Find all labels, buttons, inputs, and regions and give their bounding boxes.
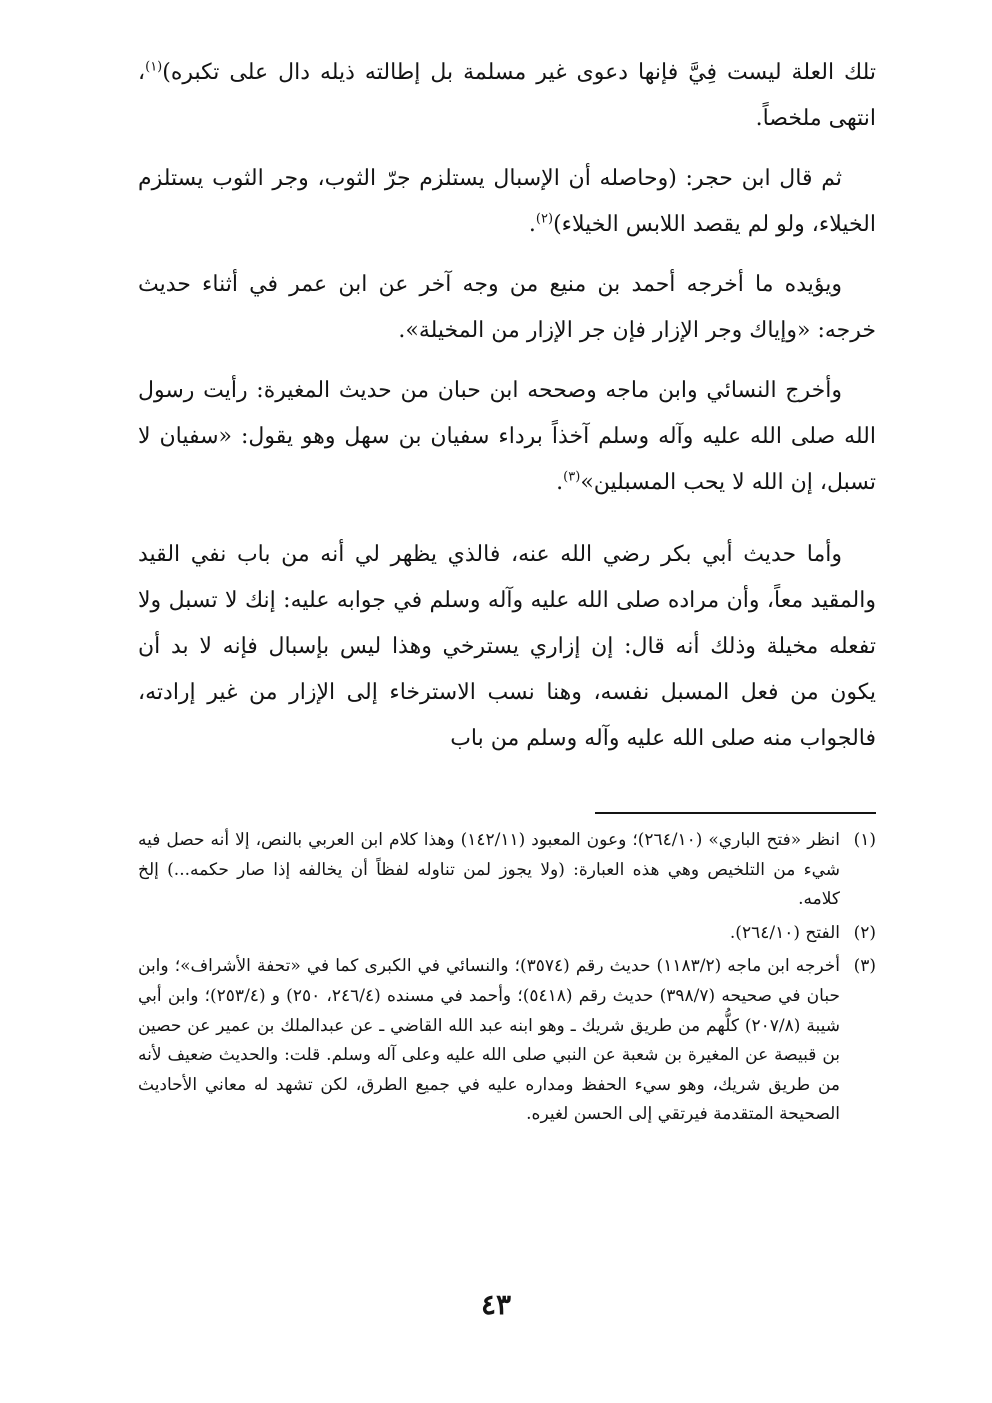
paragraph-5-text: وأما حديث أبي بكر رضي الله عنه، فالذي يظهر لي أنه من باب نفي القيد والمقيد معاً، وأن مراده صلى الله عليه وآله وسلم في جوابه عليه: إنك لا تسبل ولا تفعله مخيلة وذلك أنه قال: إن إزاري يسترخي وهذا ليس بإسبال فإنه لا بد أن يكون من فعل المسبل نفسه، وهنا نسب الاسترخاء إلى الإزار من غير إرادته، فالجواب منه صلى الله عليه وآله وسلم من باب [138, 542, 876, 751]
paragraph-1-tail: ، انتهى ملخصاً. [138, 60, 876, 131]
footnotes [138, 826, 876, 1134]
main-text [138, 50, 876, 776]
footnote-ref-1[interactable]: (١) [145, 59, 163, 75]
paragraph-3 [138, 262, 876, 354]
paragraph-2 [138, 156, 876, 248]
paragraph-3-text: ويؤيده ما أخرجه أحمد بن منيع من وجه آخر عن ابن عمر في أثناء حديث خرجه: «وإياك وجر الإزار فإن جر الإزار من المخيلة». [138, 272, 876, 343]
footnote-number: (٢) [853, 922, 876, 943]
paragraph-4-text: وأخرج النسائي وابن ماجه وصححه ابن حبان من حديث المغيرة: رأيت رسول الله صلى الله عليه وآله وسلم آخذاً برداء سفيان بن سهل وهو يقول: «سفيان لا تسبل، إن الله لا يحب المسبلين» [138, 378, 876, 495]
footnote-ref-2[interactable]: (٢) [535, 211, 554, 227]
footnote-text: انظر «فتح الباري» (٢٦٤/١٠)؛ وعون المعبود (١٤٢/١١) وهذا كلام ابن العربي بالنص، إلا أنه حصل فيه شيء من التلخيص وهي هذه العبارة: (ولا يجوز لمن تناوله لفظاً أن يخالفه إذا صار حكمه...) إلخ كلامه. [138, 830, 840, 910]
page-number: ٤٣ [480, 1288, 512, 1321]
footnote-number: (١) [853, 830, 876, 850]
paragraph-2-tail: . [528, 212, 536, 237]
footnote-text: الفتح (٢٦٤/١٠). [729, 922, 840, 943]
paragraph-2-text: ثم قال ابن حجر: (وحاصله أن الإسبال يستلزم جرّ الثوب، وجر الثوب يستلزم الخيلاء، ولو لم يقصد اللابس الخيلاء) [138, 166, 876, 237]
footnote-3 [138, 952, 876, 1130]
paragraph-1-text: تلك العلة ليست فِيَّ فإنها دعوى غير مسلمة بل إطالته ذيله دال على تكبره) [162, 60, 876, 85]
footnote-1 [138, 826, 876, 915]
footnote-text: أخرجه ابن ماجه (١١٨٣/٢) حديث رقم (٣٥٧٤)؛ والنسائي في الكبرى كما في «تحفة الأشراف»؛ وابن حبان في صحيحه (٣٩٨/٧) حديث رقم (٥٤١٨)؛ وأحمد في مسنده (٢٤٦/٤، ٢٥٠) و (٢٥٣/٤)؛ وابن أبي شيبة (٢٠٧/٨) كلُّهم من طريق شريك ـ وهو ابنه عبد الله القاضي ـ عن عبدالملك بن عمير عن حصين بن قبيصة عن المغيرة بن شعبة عن النبي صلى الله عليه وعلى آله وسلم. قلت: والحديث ضعيف لأنه من طريق شريك، وهو سيء الحفظ ومداره عليه في جميع الطرق، لكن تشهد له معاني الأحاديث الصحيحة المتقدمة فيرتقي إلى الحسن لغيره. [138, 956, 840, 1125]
paragraph-1 [138, 50, 876, 142]
paragraph-4 [138, 368, 876, 506]
footnote-2 [138, 919, 876, 949]
footnote-ref-3[interactable]: (٣) [563, 469, 581, 485]
paragraph-4-tail: . [556, 470, 564, 495]
footnote-divider [595, 812, 876, 814]
footnote-number: (٣) [853, 956, 876, 977]
paragraph-5 [138, 532, 876, 762]
